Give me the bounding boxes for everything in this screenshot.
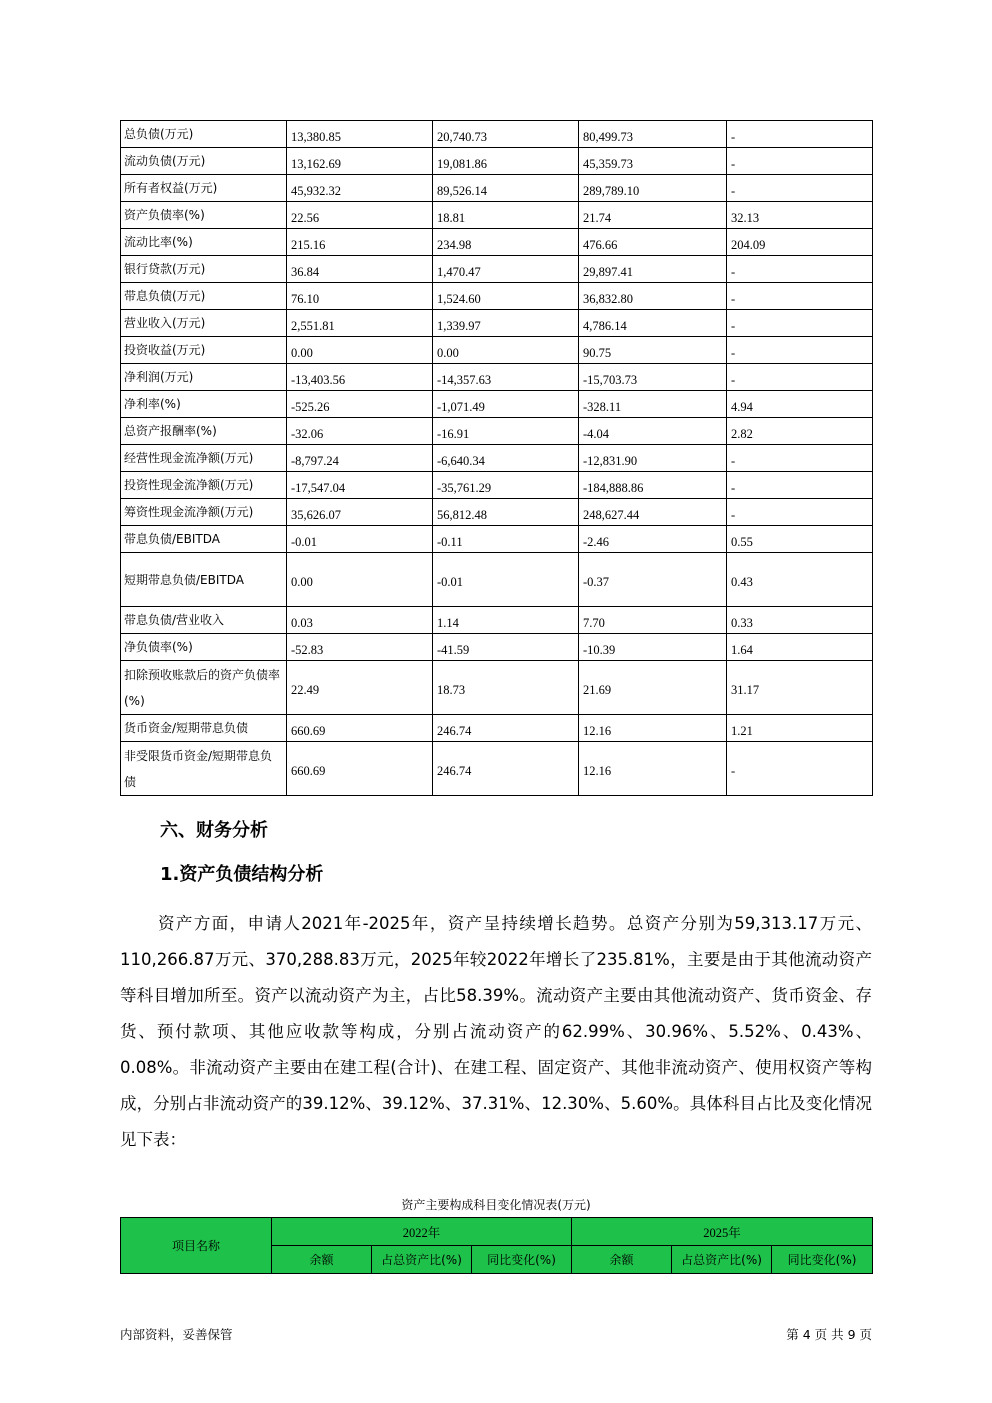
metric-label: 净利率(%) bbox=[121, 391, 287, 418]
metric-label: 带息负债(万元) bbox=[121, 283, 287, 310]
metric-value: 20,740.73 bbox=[433, 121, 579, 148]
metric-label: 投资收益(万元) bbox=[121, 337, 287, 364]
item-name-header: 项目名称 bbox=[121, 1218, 272, 1274]
metric-value: 246.74 bbox=[433, 742, 579, 796]
table-row bbox=[121, 634, 873, 661]
metric-value: - bbox=[727, 472, 873, 499]
metric-value: -14,357.63 bbox=[433, 364, 579, 391]
metric-value: 4,786.14 bbox=[579, 310, 727, 337]
sub-header-share: 占总资产比(%) bbox=[372, 1246, 472, 1274]
metric-value: 2.82 bbox=[727, 418, 873, 445]
metric-value: 22.56 bbox=[287, 202, 433, 229]
metric-value: -6,640.34 bbox=[433, 445, 579, 472]
metric-value: 7.70 bbox=[579, 607, 727, 634]
metric-label: 净利润(万元) bbox=[121, 364, 287, 391]
metric-value: - bbox=[727, 121, 873, 148]
table-row bbox=[121, 499, 873, 526]
metrics-body bbox=[121, 121, 873, 796]
metric-value: 0.55 bbox=[727, 526, 873, 553]
metric-value: 289,789.10 bbox=[579, 175, 727, 202]
metric-value: 1,339.97 bbox=[433, 310, 579, 337]
metric-value: -1,071.49 bbox=[433, 391, 579, 418]
sub-header-balance: 余额 bbox=[272, 1246, 372, 1274]
metric-value: -15,703.73 bbox=[579, 364, 727, 391]
metric-value: -525.26 bbox=[287, 391, 433, 418]
metric-value: 35,626.07 bbox=[287, 499, 433, 526]
metric-value: -52.83 bbox=[287, 634, 433, 661]
metric-value: 476.66 bbox=[579, 229, 727, 256]
table-row bbox=[121, 445, 873, 472]
year-header-2022: 2022年 bbox=[272, 1218, 572, 1246]
metric-value: - bbox=[727, 445, 873, 472]
table-row bbox=[121, 715, 873, 742]
metric-value: - bbox=[727, 364, 873, 391]
asset-composition-table bbox=[120, 1217, 873, 1274]
metric-value: 1,524.60 bbox=[433, 283, 579, 310]
table-row bbox=[121, 337, 873, 364]
table-row bbox=[121, 364, 873, 391]
metric-value: 18.81 bbox=[433, 202, 579, 229]
metric-value: -17,547.04 bbox=[287, 472, 433, 499]
metric-value: -41.59 bbox=[433, 634, 579, 661]
table-row bbox=[121, 229, 873, 256]
sub-header-yoy: 同比变化(%) bbox=[772, 1246, 873, 1274]
metric-value: -35,761.29 bbox=[433, 472, 579, 499]
table-row bbox=[121, 607, 873, 634]
metric-value: 660.69 bbox=[287, 742, 433, 796]
metric-value: 32.13 bbox=[727, 202, 873, 229]
metric-value: 204.09 bbox=[727, 229, 873, 256]
metric-value: 19,081.86 bbox=[433, 148, 579, 175]
metric-label: 所有者权益(万元) bbox=[121, 175, 287, 202]
metric-value: 248,627.44 bbox=[579, 499, 727, 526]
table-row bbox=[121, 418, 873, 445]
metric-value: -0.11 bbox=[433, 526, 579, 553]
table-row bbox=[121, 310, 873, 337]
metric-value: 0.00 bbox=[433, 337, 579, 364]
metric-value: 80,499.73 bbox=[579, 121, 727, 148]
metric-value: 12.16 bbox=[579, 742, 727, 796]
metric-value: 1.14 bbox=[433, 607, 579, 634]
metric-value: 234.98 bbox=[433, 229, 579, 256]
metric-value: 90.75 bbox=[579, 337, 727, 364]
footer-confidential: 内部资料，妥善保管 bbox=[120, 1327, 233, 1342]
metric-label: 总资产报酬率(%) bbox=[121, 418, 287, 445]
metric-value: 21.69 bbox=[579, 661, 727, 715]
table-row bbox=[121, 553, 873, 607]
metric-label: 经营性现金流净额(万元) bbox=[121, 445, 287, 472]
sub-header-yoy: 同比变化(%) bbox=[472, 1246, 572, 1274]
metric-value: -184,888.86 bbox=[579, 472, 727, 499]
metric-value: - bbox=[727, 175, 873, 202]
table-row bbox=[121, 742, 873, 796]
metric-value: - bbox=[727, 148, 873, 175]
sub-header-share: 占总资产比(%) bbox=[672, 1246, 772, 1274]
footer-page-number: 第 4 页 共 9 页 bbox=[786, 1327, 872, 1342]
metric-value: 246.74 bbox=[433, 715, 579, 742]
metric-label: 筹资性现金流净额(万元) bbox=[121, 499, 287, 526]
metric-value: -4.04 bbox=[579, 418, 727, 445]
metric-value: 660.69 bbox=[287, 715, 433, 742]
metric-value: - bbox=[727, 499, 873, 526]
metric-label: 带息负债/营业收入 bbox=[121, 607, 287, 634]
metric-value: 1.64 bbox=[727, 634, 873, 661]
asset-header-row-1 bbox=[121, 1218, 873, 1246]
metric-value: 13,162.69 bbox=[287, 148, 433, 175]
financial-metrics-table bbox=[120, 120, 873, 796]
metric-value: -328.11 bbox=[579, 391, 727, 418]
analysis-paragraph: 资产方面，申请人2021年-2025年，资产呈持续增长趋势。总资产分别为59,313.17万元、110,266.87万元、370,288.83万元，2025年较2022年增长了235.81%，主要是由于其他流动资产等科目增加所至。资产以流动资产为主，占比58.39%。流动资产主要由其他流动资产、货币资金、存货、预付款项、其他应收款等构成，分别占流动资产的62.99%、30.96%、5.52%、0.43%、0.08%。非流动资产主要由在建工程(合计)、在建工程、固定资产、其他非流动资产、使用权资产等构成，分别占非流动资产的39.12%、39.12%、37.31%、12.30%、5.60%。具体科目占比及变化情况见下表： bbox=[120, 914, 872, 1149]
metric-value: -13,403.56 bbox=[287, 364, 433, 391]
metric-value: 1,470.47 bbox=[433, 256, 579, 283]
metric-value: - bbox=[727, 310, 873, 337]
metric-value: 31.17 bbox=[727, 661, 873, 715]
metric-label: 资产负债率(%) bbox=[121, 202, 287, 229]
metric-value: - bbox=[727, 742, 873, 796]
metric-value: 36,832.80 bbox=[579, 283, 727, 310]
metric-label: 非受限货币资金/短期带息负债 bbox=[121, 742, 287, 796]
metric-value: 45,932.32 bbox=[287, 175, 433, 202]
metric-label: 带息负债/EBITDA bbox=[121, 526, 287, 553]
metric-value: -12,831.90 bbox=[579, 445, 727, 472]
metric-value: 45,359.73 bbox=[579, 148, 727, 175]
metric-value: 215.16 bbox=[287, 229, 433, 256]
section-title: 六、财务分析 bbox=[160, 820, 268, 841]
metric-value: - bbox=[727, 283, 873, 310]
year-header-2025: 2025年 bbox=[572, 1218, 873, 1246]
metric-value: - bbox=[727, 256, 873, 283]
metric-value: -10.39 bbox=[579, 634, 727, 661]
table-row bbox=[121, 148, 873, 175]
metric-value: -0.01 bbox=[287, 526, 433, 553]
metric-value: 1.21 bbox=[727, 715, 873, 742]
metric-value: 2,551.81 bbox=[287, 310, 433, 337]
sub-header-balance: 余额 bbox=[572, 1246, 672, 1274]
metric-label: 银行贷款(万元) bbox=[121, 256, 287, 283]
metric-value: 21.74 bbox=[579, 202, 727, 229]
metric-label: 流动比率(%) bbox=[121, 229, 287, 256]
metric-value: 12.16 bbox=[579, 715, 727, 742]
metric-value: -16.91 bbox=[433, 418, 579, 445]
table-row bbox=[121, 472, 873, 499]
metric-value: 0.00 bbox=[287, 337, 433, 364]
metric-value: 0.33 bbox=[727, 607, 873, 634]
metric-value: -32.06 bbox=[287, 418, 433, 445]
table-row bbox=[121, 661, 873, 715]
metric-label: 总负债(万元) bbox=[121, 121, 287, 148]
metric-label: 短期带息负债/EBITDA bbox=[121, 553, 287, 607]
table-row bbox=[121, 202, 873, 229]
metric-value: -8,797.24 bbox=[287, 445, 433, 472]
table-row bbox=[121, 175, 873, 202]
subsection-title: 1.资产负债结构分析 bbox=[160, 864, 324, 885]
table-row bbox=[121, 526, 873, 553]
metric-value: 29,897.41 bbox=[579, 256, 727, 283]
table-row bbox=[121, 121, 873, 148]
asset-table-caption: 资产主要构成科目变化情况表(万元) bbox=[401, 1198, 591, 1212]
metric-value: -0.37 bbox=[579, 553, 727, 607]
metric-label: 净负债率(%) bbox=[121, 634, 287, 661]
metric-value: 56,812.48 bbox=[433, 499, 579, 526]
metric-value: 22.49 bbox=[287, 661, 433, 715]
metric-label: 货币资金/短期带息负债 bbox=[121, 715, 287, 742]
table-row bbox=[121, 391, 873, 418]
metric-value: -2.46 bbox=[579, 526, 727, 553]
metric-label: 投资性现金流净额(万元) bbox=[121, 472, 287, 499]
metric-value: 0.43 bbox=[727, 553, 873, 607]
metric-value: 0.00 bbox=[287, 553, 433, 607]
metric-label: 营业收入(万元) bbox=[121, 310, 287, 337]
metric-value: 76.10 bbox=[287, 283, 433, 310]
table-row bbox=[121, 256, 873, 283]
metric-value: - bbox=[727, 337, 873, 364]
table-row bbox=[121, 283, 873, 310]
metric-value: 36.84 bbox=[287, 256, 433, 283]
metric-value: 18.73 bbox=[433, 661, 579, 715]
metric-label: 流动负债(万元) bbox=[121, 148, 287, 175]
metric-value: 0.03 bbox=[287, 607, 433, 634]
metric-value: -0.01 bbox=[433, 553, 579, 607]
metric-value: 13,380.85 bbox=[287, 121, 433, 148]
metric-label: 扣除预收账款后的资产负债率(%) bbox=[121, 661, 287, 715]
metric-value: 4.94 bbox=[727, 391, 873, 418]
metric-value: 89,526.14 bbox=[433, 175, 579, 202]
